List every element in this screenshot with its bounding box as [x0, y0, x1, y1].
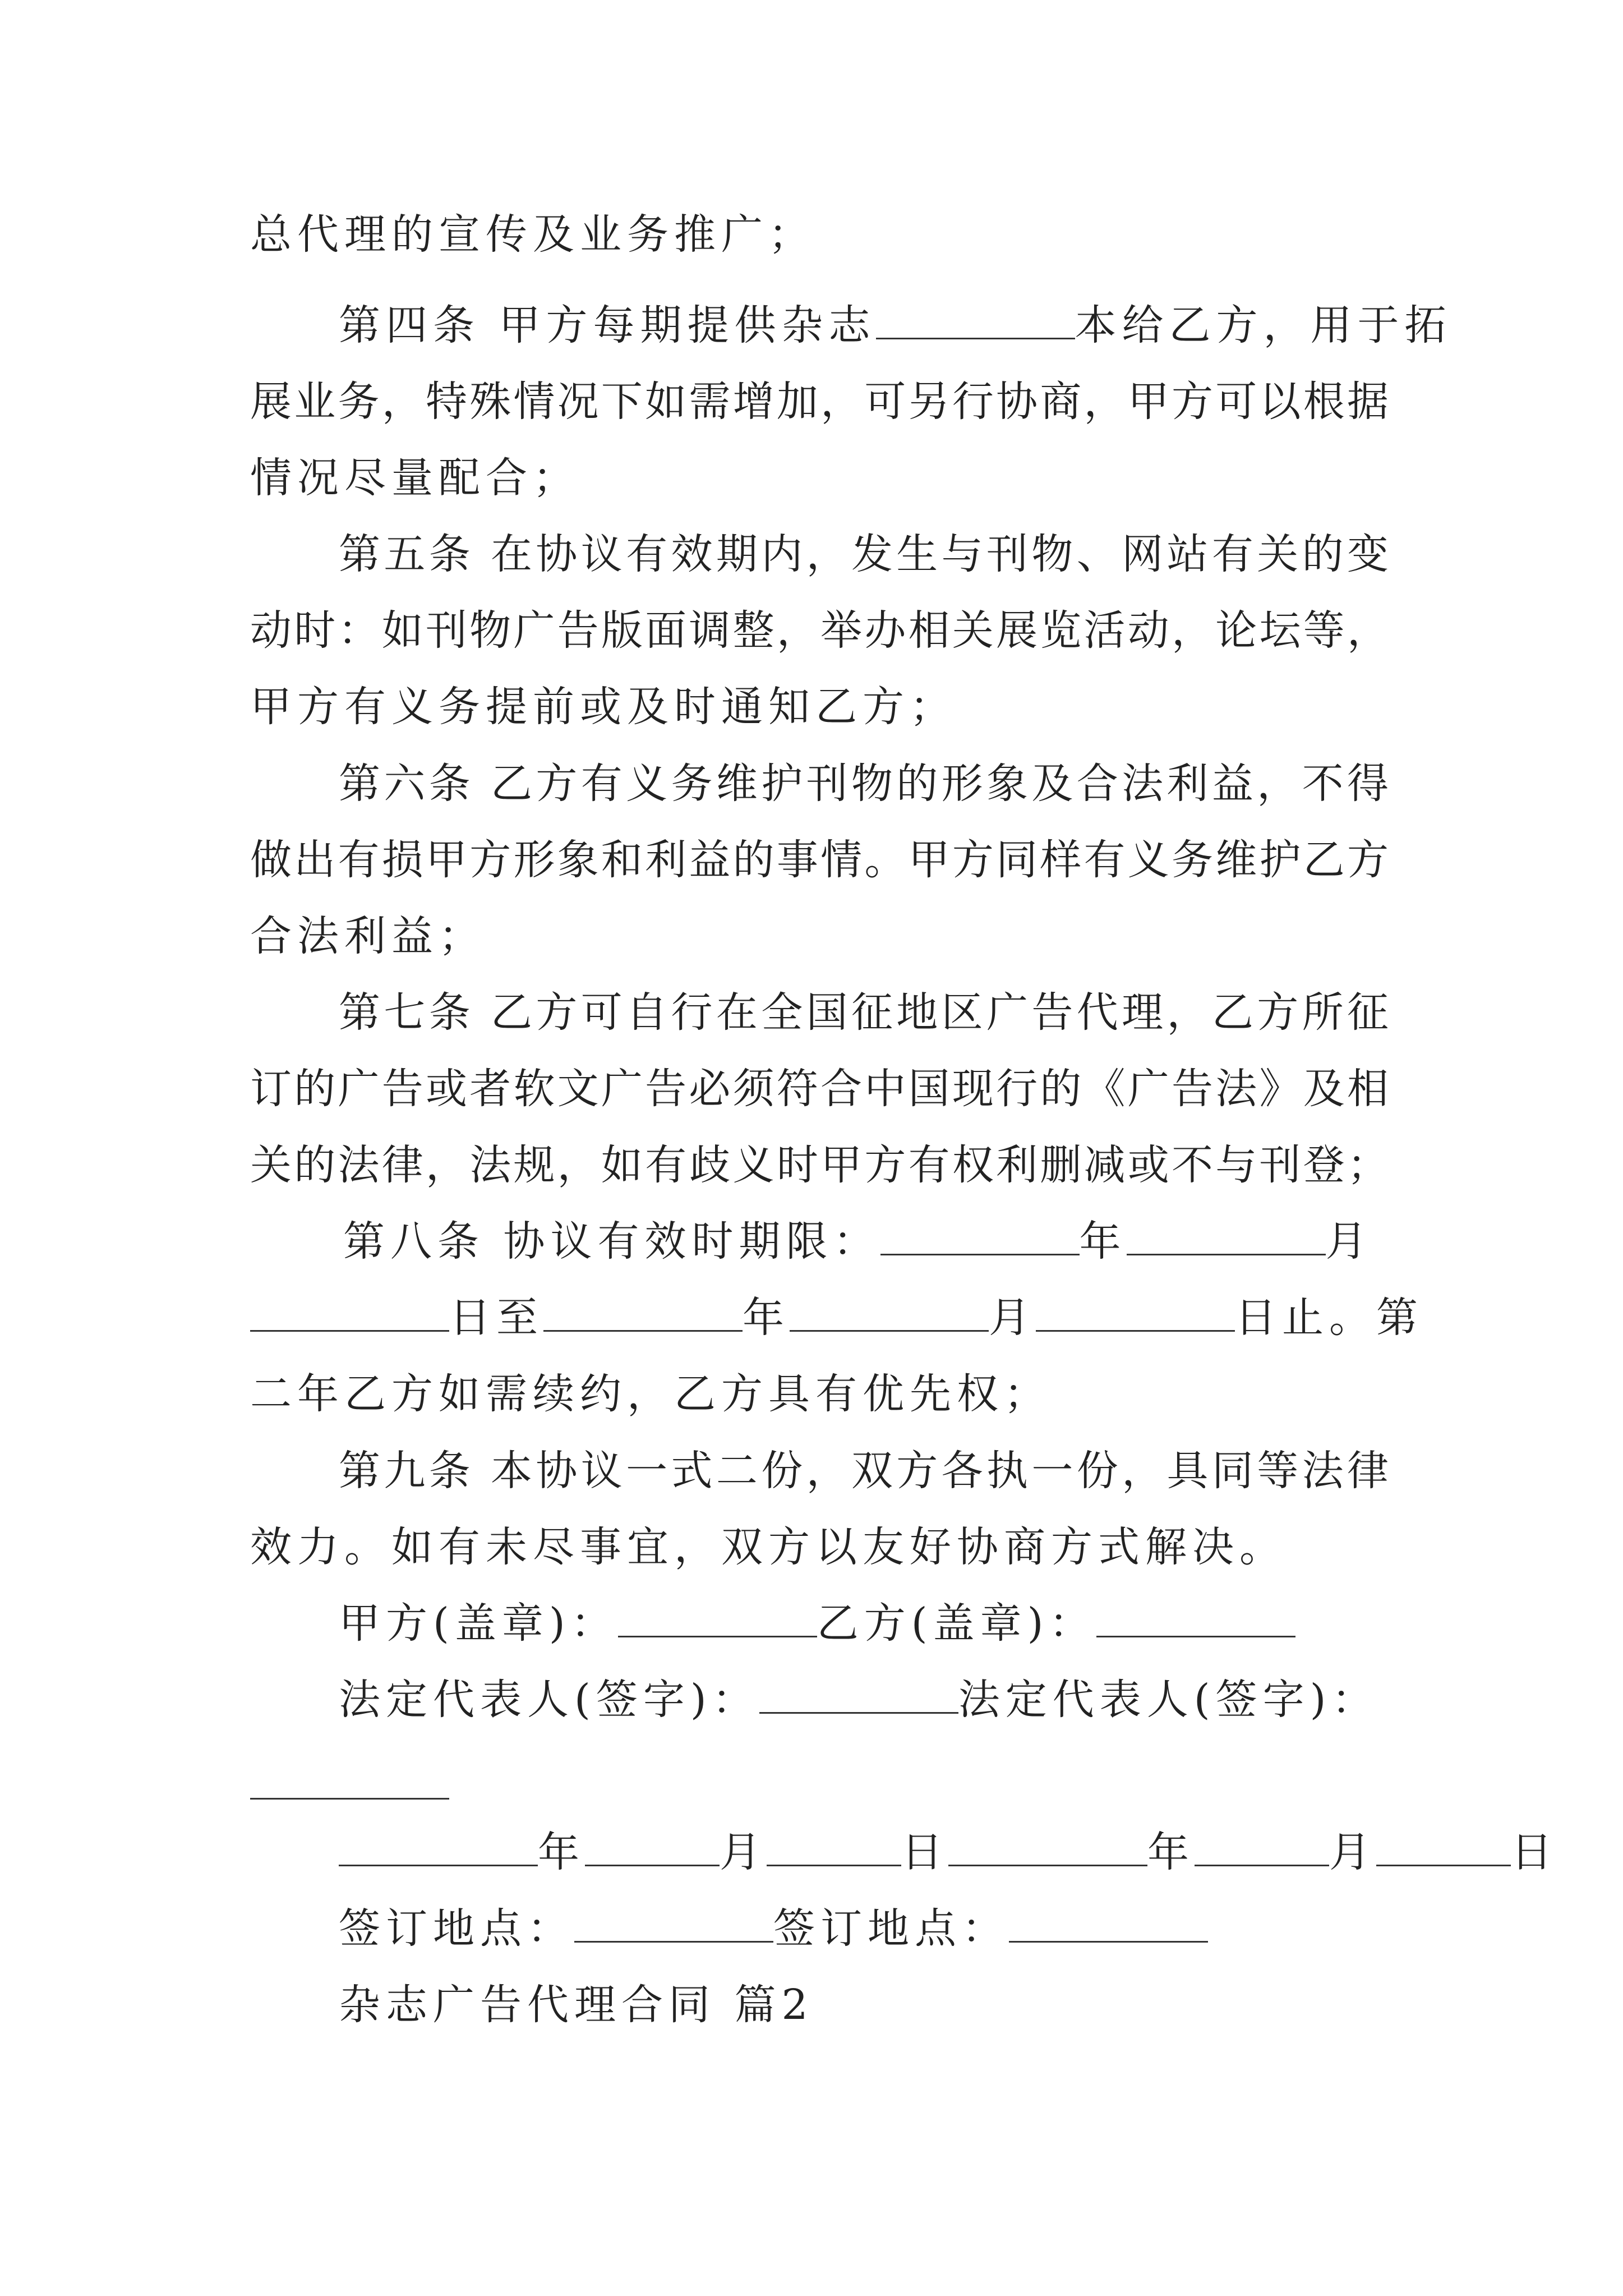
day-label: 日 — [1511, 1828, 1558, 1876]
party-a-rep-blank[interactable] — [759, 1680, 958, 1714]
fill-blank-year[interactable] — [880, 1221, 1080, 1255]
paragraph-line: 合法利益； — [250, 912, 486, 960]
article-5-line: 第五条 在协议有效期内，发生与刊物、网站有关的变 — [339, 530, 1389, 578]
party-a-location-label: 签订地点： — [339, 1904, 574, 1953]
party-b-seal-label: 乙方(盖章)： — [817, 1599, 1096, 1648]
fill-blank-year[interactable] — [543, 1297, 743, 1332]
article-9-line: 第九条 本协议一式二份，双方各执一份，具同等法律 — [339, 1447, 1389, 1495]
day-to-label: 日至 — [449, 1294, 543, 1342]
year-label: 年 — [1147, 1828, 1195, 1876]
article-4-line — [339, 292, 1452, 359]
paragraph-line: 展业务，特殊情况下如需增加，可另行协商，甲方可以根据 — [250, 378, 1389, 426]
party-a-rep-label: 法定代表人(签字)： — [339, 1676, 759, 1724]
paragraph-line: 甲方有义务提前或及时通知乙方； — [250, 683, 957, 731]
article-8-text: 第八条 协议有效时期限： — [343, 1217, 880, 1266]
article-4-text: 第四条 甲方每期提供杂志 — [339, 301, 876, 349]
fill-blank-day[interactable] — [767, 1832, 901, 1866]
paragraph-line: 效力。如有未尽事宜，双方以友好协商方式解决。 — [250, 1523, 1287, 1571]
paragraph-line: 关的法律，法规，如有歧义时甲方有权利删减或不与刊登； — [250, 1141, 1389, 1189]
party-b-location-label: 签订地点： — [773, 1904, 1009, 1953]
party-b-location-blank[interactable] — [1009, 1908, 1208, 1943]
fill-blank-month[interactable] — [1195, 1832, 1329, 1866]
fill-blank-day[interactable] — [250, 1297, 449, 1332]
paragraph-line: 订的广告或者软文广告必须符合中国现行的《广告法》及相 — [250, 1065, 1389, 1113]
party-b-rep-label: 法定代表人(签字)： — [958, 1676, 1379, 1724]
location-line — [339, 1895, 1389, 1962]
day-label: 日 — [901, 1828, 948, 1876]
paragraph-line: 二年乙方如需续约，乙方具有优先权； — [250, 1370, 1051, 1418]
section-heading: 杂志广告代理合同 篇2 — [339, 1981, 814, 2029]
fill-blank-month[interactable] — [585, 1832, 720, 1866]
article-4-text-cont: 本给乙方，用于拓 — [1075, 301, 1452, 349]
paragraph-line: 做出有损甲方形象和利益的事情。甲方同样有义务维护乙方 — [250, 836, 1389, 884]
fill-blank-month[interactable] — [1127, 1221, 1326, 1255]
paragraph-line: 总代理的宣传及业务推广； — [250, 210, 815, 259]
article-8-dates-line — [250, 1284, 1423, 1351]
year-label: 年 — [538, 1828, 585, 1876]
fill-blank-day[interactable] — [1036, 1297, 1235, 1332]
party-a-seal-label: 甲方(盖章)： — [339, 1599, 618, 1648]
party-b-seal-blank[interactable] — [1096, 1603, 1295, 1637]
seal-line — [339, 1590, 1389, 1657]
month-label: 月 — [1329, 1828, 1376, 1876]
date-line — [339, 1819, 1558, 1886]
party-a-seal-blank[interactable] — [618, 1603, 817, 1637]
article-7-line: 第七条 乙方可自行在全国征地区广告代理，乙方所征 — [339, 988, 1389, 1037]
party-b-rep-blank[interactable] — [250, 1798, 449, 1800]
party-a-location-blank[interactable] — [574, 1908, 773, 1943]
fill-blank-month[interactable] — [790, 1297, 989, 1332]
fill-blank-day[interactable] — [1376, 1832, 1511, 1866]
article-6-line: 第六条 乙方有义务维护刊物的形象及合法利益，不得 — [339, 760, 1389, 808]
fill-blank-year[interactable] — [339, 1832, 538, 1866]
article-8-line — [343, 1208, 1393, 1275]
fill-blank-year[interactable] — [948, 1832, 1147, 1866]
year-label: 年 — [743, 1294, 790, 1342]
fill-blank[interactable] — [876, 305, 1075, 339]
signature-line — [339, 1666, 1389, 1733]
year-label: 年 — [1079, 1217, 1127, 1266]
paragraph-line: 情况尽量配合； — [250, 454, 580, 502]
day-end-label: 日止。第 — [1235, 1294, 1423, 1342]
month-label: 月 — [720, 1828, 767, 1876]
month-label: 月 — [989, 1294, 1036, 1342]
month-label: 月 — [1325, 1217, 1373, 1266]
paragraph-line: 动时：如刊物广告版面调整，举办相关展览活动，论坛等， — [250, 606, 1389, 655]
